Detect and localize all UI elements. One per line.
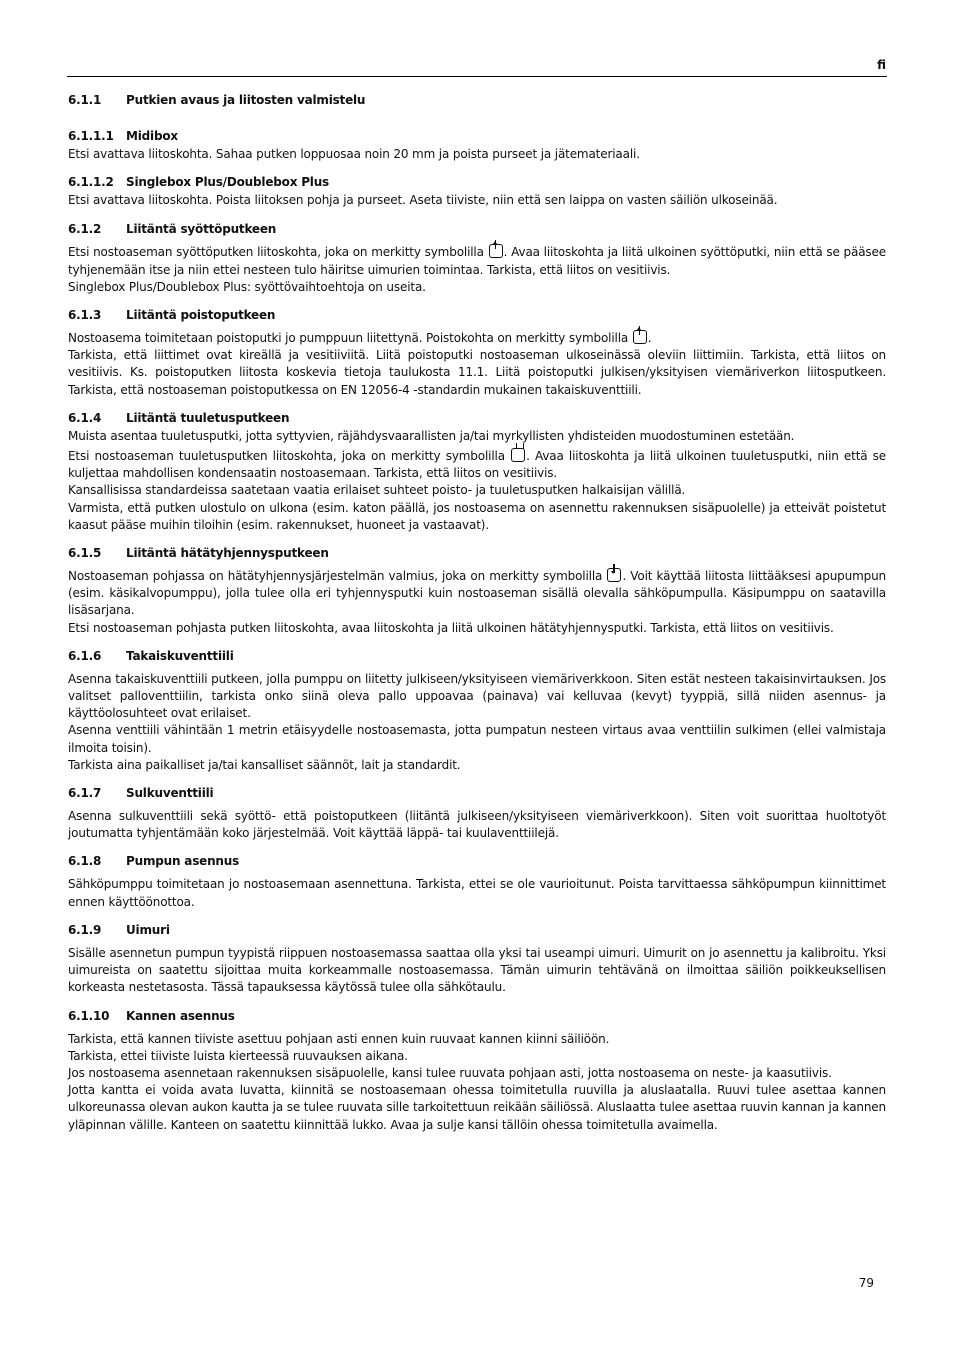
section-title: Midibox	[126, 129, 178, 143]
paragraph: Singlebox Plus/Doublebox Plus: syöttövaihtoehtoja on useita.	[68, 279, 426, 294]
section-number: 6.1.4	[68, 410, 102, 425]
paragraph: Asenna venttiili vähintään 1 metrin etäisyydelle nostoasemasta, jotta pumpatun nesteen virtaus avaa venttiilin sulkimen (ellei valmistaja ilmoita toisin).	[68, 723, 886, 755]
section-number: 6.1.3	[68, 308, 102, 323]
paragraph-text: Nostoaseman pohjassa on hätätyhjennysjärjestelmän valmius, joka on merkitty symbolilla	[68, 569, 603, 584]
page-number: 79	[858, 1276, 874, 1290]
paragraph-text: Etsi nostoaseman tuuletusputken liitoskohta, joka on merkitty symbolilla	[68, 449, 505, 464]
paragraph-text: Nostoasema toimitetaan poistoputki jo pumppuun liitettynä. Poistokohta on merkitty symbolilla	[68, 331, 629, 346]
section-heading-6-1-6	[68, 647, 886, 665]
paragraph: Tarkista aina paikalliset ja/tai kansalliset säännöt, lait ja standardit.	[68, 757, 461, 772]
section-heading-6-1-1	[68, 91, 886, 109]
language-code: fi	[877, 58, 886, 72]
paragraph: Jos nostoasema asennetaan rakennuksen sisäpuolelle, kansi tulee ruuvata pohjaan asti, jotta nostoasema on neste- ja kaasutiivis.	[68, 1065, 832, 1080]
vent-symbol-icon	[511, 448, 525, 462]
inlet-symbol-icon	[489, 244, 503, 258]
section-number: 6.1.9	[68, 922, 102, 937]
section-heading-6-1-3	[68, 306, 886, 324]
paragraph: Asenna takaiskuventtiili putkeen, jolla pumppu on liitetty julkiseen/yksityiseen viemäriverkkoon. Siten estät nesteen takaisinvirtauksen. Jos valitset palloventtiilin, tarkista onko siinä oleva pallo uppoavaa (painava) vai kelluvaa (kevyt) tyyppiä, sillä niiden asennus- ja käyttöolosuhteet ovat erilaiset.	[68, 671, 886, 721]
section-title: Takaiskuventtiili	[126, 648, 234, 663]
section-heading-6-1-2	[68, 220, 886, 238]
paragraph: Tarkista, ettei tiiviste luista kierteessä ruuvauksen aikana.	[68, 1048, 408, 1063]
section-number: 6.1.6	[68, 648, 102, 663]
section-number: 6.1.1.1	[68, 129, 114, 143]
paragraph	[68, 330, 886, 347]
section-title: Sulkuventtiili	[126, 786, 214, 801]
section-title: Pumpun asennus	[126, 854, 240, 869]
paragraph-text: Etsi nostoaseman syöttöputken liitoskohta, joka on merkitty symbolilla	[68, 245, 484, 260]
section-number: 6.1.5	[68, 546, 102, 561]
paragraph-text: . Avaa liitoskohta ja liitä ulkoinen tuuletusputki, niin että se kuljettaa mahdollisen kondensaatin nostoasemaan. Tarkista, että liitos on vesitiivis.	[68, 449, 886, 481]
section-title: Uimuri	[126, 922, 170, 937]
section-heading-6-1-4	[68, 409, 886, 427]
paragraph: Tarkista, että kannen tiiviste asettuu pohjaan asti ennen kuin ruuvaat kannen kiinni säiliöön.	[68, 1031, 610, 1046]
section-heading-6-1-7	[68, 784, 886, 802]
paragraph: Etsi nostoaseman pohjasta putken liitoskohta, avaa liitoskohta ja liitä ulkoinen hätätyhjennysputki. Tarkista, että liitos on vesitiivis.	[68, 620, 834, 635]
section-heading-6-1-1-2	[68, 173, 886, 191]
section-number: 6.1.1.2	[68, 175, 114, 190]
section-heading-6-1-1-1	[68, 127, 886, 145]
section-title: Liitäntä tuuletusputkeen	[126, 410, 290, 425]
paragraph-text: .	[647, 331, 652, 346]
paragraph: Etsi avattava liitoskohta. Poista liitoksen pohja ja purseet. Aseta tiiviste, niin että sen laippa on vasten säiliön ulkoseinää.	[68, 193, 778, 208]
section-heading-6-1-8	[68, 852, 886, 870]
section-number: 6.1.2	[68, 222, 102, 237]
section-title: Liitäntä hätätyhjennysputkeen	[126, 546, 329, 561]
section-title: Putkien avaus ja liitosten valmistelu	[126, 93, 366, 107]
section-number: 6.1.1	[68, 93, 102, 107]
paragraph: Sisälle asennetun pumpun tyypistä riippuen nostoasemassa saattaa olla yksi tai useampi uimuri. Uimurit on jo asennettu ja kalibroitu. Yksi uimureista on saatettu sijoittaa muita korkeammalle nostoasemassa. Tämän uimurin tehtävänä on ilmoittaa säiliön poikkeuksellisen korkeasta nestetasosta. Tässä tapauksessa käytössä tulee olla sähkötaulu.	[68, 945, 886, 995]
section-number: 6.1.8	[68, 854, 102, 869]
emergency-drain-symbol-icon	[607, 568, 621, 582]
paragraph: Jotta kantta ei voida avata luvatta, kiinnitä se nostoasemaan ohessa toimitetulla ruuvilla ja aluslaatalla. Ruuvi tulee asettaa kannen ulkoreunassa olevan aukon kautta ja se tulee ruuvata sille tarkoitettuun reikään säiliössä. Aluslaatta tulee asettaa ruuvin kannan ja kannen yläpinnan välille. Kanteen on saatettu kiinnittää lukko. Avaa ja sulje kansi tällöin ohessa toimitetulla avaimella.	[68, 1083, 886, 1132]
paragraph-text: . Voit käyttää liitosta liittääksesi apupumpun (esim. käsikalvopumppu), jolla tulee olla eri tyhjennysputki kuin nostoaseman sisällä olevalla sähköpumpulla. Käsipumppu on saatavilla lisäsarjana.	[68, 569, 887, 618]
section-title: Liitäntä syöttöputkeen	[126, 222, 277, 237]
paragraph-text: . Avaa liitoskohta ja liitä ulkoinen syöttöputki, niin että se pääsee tyhjenemään itse ja niin ettei nesteen tulo häiritse uimurien toimintaa. Tarkista, että liitos on vesitiivis.	[68, 245, 886, 277]
paragraph: Etsi avattava liitoskohta. Sahaa putken loppuosaa noin 20 mm ja poista purseet ja jätemateriaali.	[68, 147, 640, 161]
section-heading-6-1-10	[68, 1007, 886, 1025]
section-heading-6-1-9	[68, 921, 886, 939]
section-title: Liitäntä poistoputkeen	[126, 308, 276, 323]
section-heading-6-1-5	[68, 544, 886, 562]
paragraph	[68, 448, 886, 482]
paragraph: Sähköpumppu toimitetaan jo nostoasemaan asennettuna. Tarkista, ettei se ole vaurioitunut. Poista tarvittaessa sähköpumpun kiinnittimet ennen käyttöönottoa.	[68, 877, 886, 909]
section-title: Kannen asennus	[126, 1008, 235, 1023]
section-number: 6.1.10	[68, 1008, 110, 1023]
section-title: Singlebox Plus/Doublebox Plus	[126, 175, 330, 190]
page-content	[68, 91, 886, 1134]
paragraph: Asenna sulkuventtiili sekä syöttö- että poistoputkeen (liitäntä julkiseen/yksityiseen viemäriverkkoon). Siten voit suorittaa huoltotyöt joutumatta tyhjentämään koko järjestelmää. Voit käyttää läppä- tai kuulaventtiilejä.	[68, 809, 886, 841]
outlet-symbol-icon	[633, 330, 647, 344]
header-rule	[67, 76, 887, 77]
paragraph: Tarkista, että liittimet ovat kireällä ja vesitiiviitä. Liitä poistoputki nostoaseman ulkoseinässä oleviin liittimiin. Tarkista, että liitos on vesitiivis. Ks. poistoputken liitosta koskevia tietoja taulukosta 11.1. Liitä poistoputki julkisen/yksityisen viemäriverkon liitosputkeen. Tarkista, että nostoaseman poistoputkessa on EN 12056-4 -standardin mukainen takaiskuventtiili.	[68, 348, 886, 397]
section-number: 6.1.7	[68, 786, 102, 801]
paragraph: Kansallisissa standardeissa saatetaan vaatia erilaiset suhteet poisto- ja tuuletusputken halkaisijan välillä.	[68, 483, 686, 498]
paragraph: Muista asentaa tuuletusputki, jotta syttyvien, räjähdysvaarallisten ja/tai myrkyllisten yhdisteiden muodostuminen estetään.	[68, 428, 795, 443]
paragraph	[68, 568, 886, 620]
paragraph: Varmista, että putken ulostulo on ulkona (esim. katon päällä, jos nostoasema on asennettu rakennuksen sisäpuolelle) ja etteivät poistetut kaasut pääse muihin tiloihin (esim. rakennukset, huoneet ja vastaavat).	[68, 500, 886, 532]
paragraph	[68, 244, 886, 278]
